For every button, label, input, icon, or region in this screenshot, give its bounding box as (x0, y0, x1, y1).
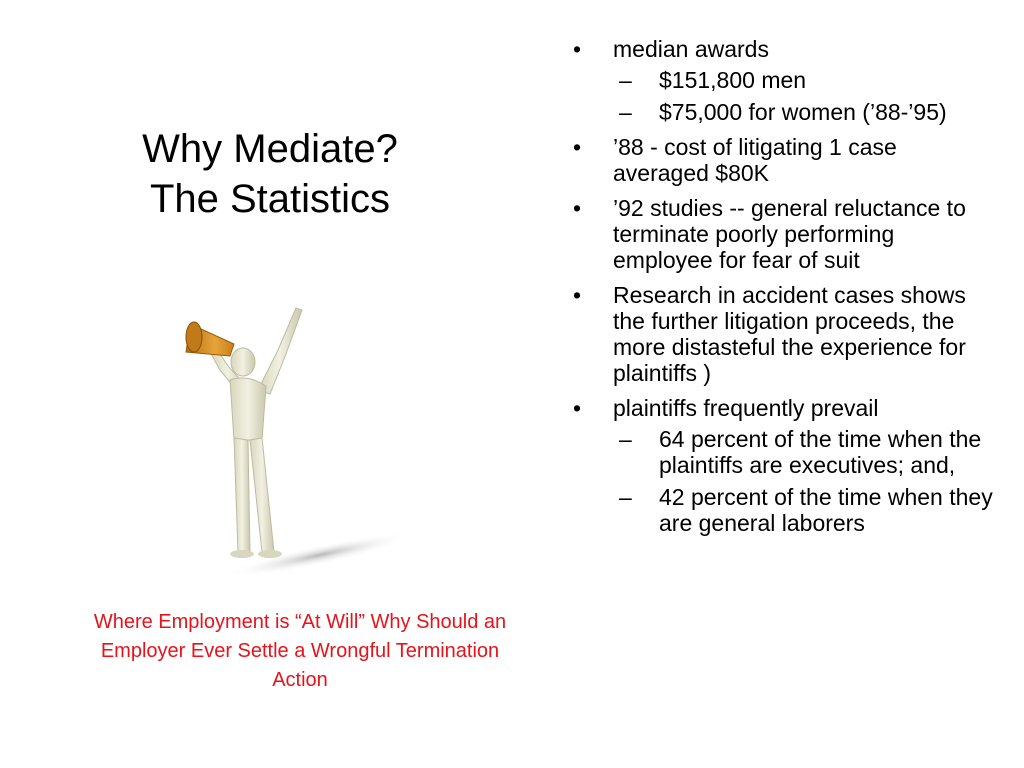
bullet-item (573, 36, 993, 125)
bullet-text: ’88 - cost of litigating 1 case averaged $80K (613, 134, 897, 186)
sub-bullet-marker: – (619, 99, 632, 125)
sub-bullet-item (613, 484, 993, 536)
bullet-marker: • (573, 36, 582, 62)
bullet-item (573, 134, 993, 186)
bullet-marker: • (573, 282, 582, 308)
sub-bullet-marker: – (619, 67, 632, 93)
bullet-item (573, 395, 993, 536)
sub-bullet-item (613, 67, 993, 93)
megaphone-person-icon (150, 290, 410, 580)
title-line-1: Why Mediate? (142, 127, 398, 171)
sub-bullet-marker: – (619, 484, 632, 510)
sub-bullet-text: $151,800 men (659, 67, 807, 93)
sub-bullet-marker: – (619, 426, 632, 452)
bullet-marker: • (573, 134, 582, 160)
bullet-list (573, 36, 993, 545)
bullet-item (573, 282, 993, 386)
sub-bullet-list (613, 67, 993, 125)
bullet-marker: • (573, 395, 582, 421)
sub-bullet-list (613, 426, 993, 536)
sub-bullet-text: 42 percent of the time when they are general laborers (659, 484, 993, 536)
bullet-text: ’92 studies -- general reluctance to terminate poorly performing employee for fear of suit (613, 195, 966, 273)
title-line-2: The Statistics (149, 177, 391, 221)
bullet-item (573, 195, 993, 273)
bullet-text: plaintiffs frequently prevail (613, 395, 879, 421)
sub-bullet-item (613, 426, 993, 478)
bullet-text: Research in accident cases shows the further litigation proceeds, the more distasteful the experience for plaintiffs ) (613, 282, 966, 386)
sub-bullet-item (613, 99, 993, 125)
sub-bullet-text: 64 percent of the time when the plaintiffs are executives; and, (659, 426, 982, 478)
slide-caption: Where Employment is “At Will” Why Should an Employer Ever Settle a Wrongful Termination Action (93, 611, 507, 691)
bullet-marker: • (573, 195, 582, 221)
slide-title (60, 124, 480, 224)
bullet-text: median awards (613, 36, 769, 62)
sub-bullet-text: $75,000 for women (’88-’95) (659, 99, 947, 125)
